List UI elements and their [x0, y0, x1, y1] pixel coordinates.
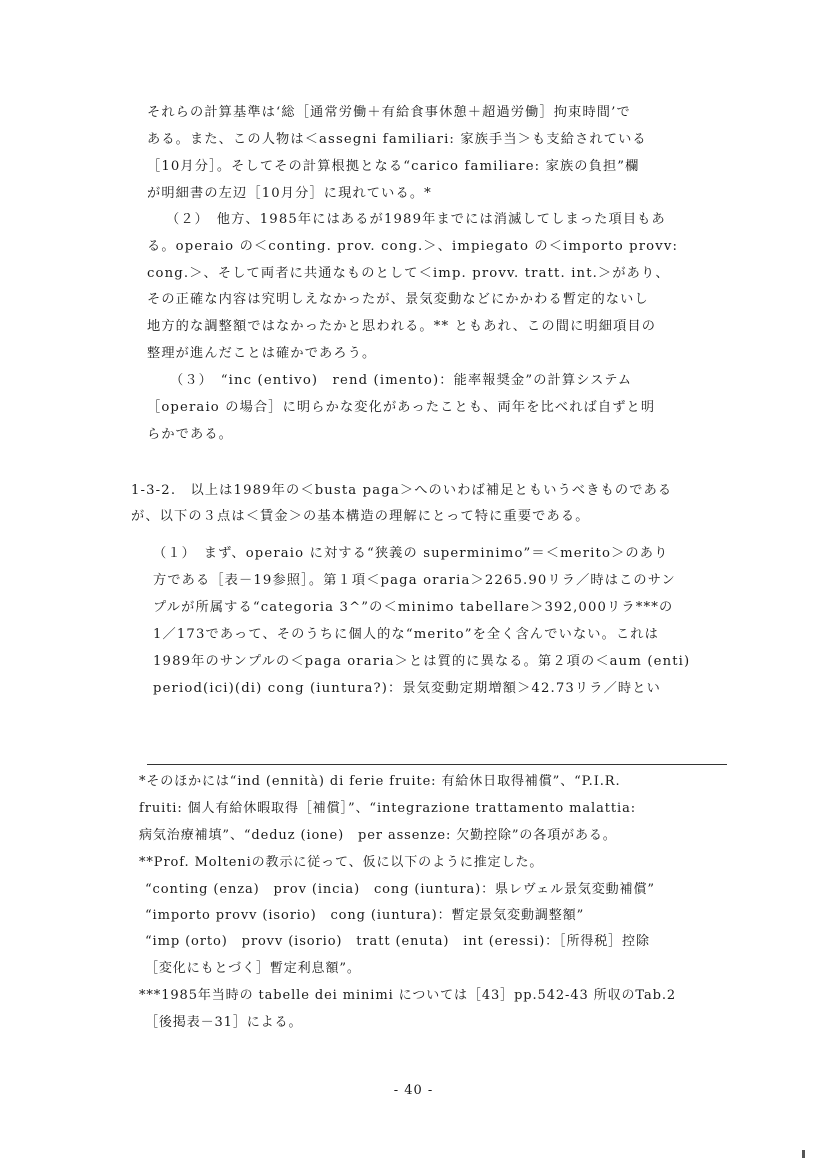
footnote-line: “importo provv (isorio) cong (iuntura)：暫定景気変動調整額”	[145, 908, 585, 923]
body-line: ［10月分］。そしてその計算根拠となる“carico familiare: 家族の負担”欄	[147, 159, 640, 174]
footnote-rule	[147, 764, 727, 765]
body-line: プルが所属する“categoria 3^”の＜minimo tabellare＞392,000リラ***の	[153, 600, 674, 615]
body-line: 整理が進んだことは確かであろう。	[147, 346, 377, 361]
scan-mark	[802, 1150, 805, 1158]
body-line: （３） “inc (entivo) rend (imento)：能率報奨金”の計算システム	[170, 373, 633, 388]
footnote-line: **Prof. Molteniの教示に従って、仮に以下のように推定した。	[139, 855, 544, 870]
footnote-line: “conting (enza) prov (incia) cong (iuntura)：県レヴェル景気変動補償”	[145, 882, 655, 897]
body-line: が、以下の３点は＜賃金＞の基本構造の理解にとって特に重要である。	[131, 509, 590, 524]
body-line: 方である［表－19参照］。第１項＜paga oraria＞2265.90リラ／時はこのサン	[153, 573, 676, 588]
footnote-line: *そのほかには“ind (ennità) di ferie fruite: 有給休日取得補償”、“P.I.R.	[139, 774, 621, 789]
body-line: ある。また、この人物は＜assegni familiari: 家族手当＞も支給されている	[147, 132, 647, 147]
section-heading-line: 1-3-2. 以上は1989年の＜busta paga＞へのいわば補足ともいうべきものである	[131, 483, 673, 498]
footnote-line: ［変化にもとづく］暫定利息額”。	[145, 961, 361, 976]
body-line: （１） まず、operaio に対する“狭義の superminimo”＝＜merito＞のあり	[153, 546, 669, 561]
body-line: その正確な内容は究明しえなかったが、景気変動などにかかわる暫定的ないし	[147, 292, 649, 307]
body-line: それらの計算基準は‘総［通常労働＋有給食事休憩＋超過労働］拘束時間’で	[147, 105, 631, 120]
footnote-line: “imp (orto) provv (isorio) tratt (enuta) int (eressi)：［所得税］控除	[145, 934, 650, 949]
body-line: 地方的な調整額ではなかったかと思われる。** ともあれ、この間に明細項目の	[147, 319, 657, 334]
body-line: 1989年のサンプルの＜paga oraria＞とは質的に異なる。第２項の＜aum (enti)	[153, 654, 691, 669]
footnote-line: ［後掲表－31］による。	[145, 1015, 303, 1030]
body-line: らかである。	[147, 427, 234, 442]
body-line: が明細書の左辺［10月分］に現れている。*	[147, 186, 432, 201]
body-line: ［operaio の場合］に明らかな変化があったことも、両年を比べれば自ずと明	[147, 400, 656, 415]
body-line: （２） 他方、1985年にはあるが1989年までには消滅してしまった項目もあ	[166, 212, 666, 227]
page-number: - 40 -	[393, 1083, 434, 1098]
footnote-line: fruiti: 個人有給休暇取得［補償］”、“integrazione trattamento malattia:	[139, 801, 636, 816]
body-line: 1／173であって、そのうちに個人的な“merito”を全く含んでいない。これは	[153, 627, 659, 642]
footnote-line: ***1985年当時の tabelle dei minimi については［43］pp.542-43 所収のTab.2	[139, 988, 677, 1003]
body-line: cong.＞、そして両者に共通なものとして＜imp. provv. tratt. int.＞があり、	[147, 266, 670, 281]
body-line: る。operaio の＜conting. prov. cong.＞、impiegato の＜importo provv:	[147, 239, 679, 254]
footnote-line: 病気治療補填”、“deduz (ione) per assenze: 欠勤控除”の各項がある。	[139, 828, 617, 843]
body-line: period(ici)(di) cong (iuntura?)：景気変動定期増額＞42.73リラ／時とい	[153, 681, 661, 696]
